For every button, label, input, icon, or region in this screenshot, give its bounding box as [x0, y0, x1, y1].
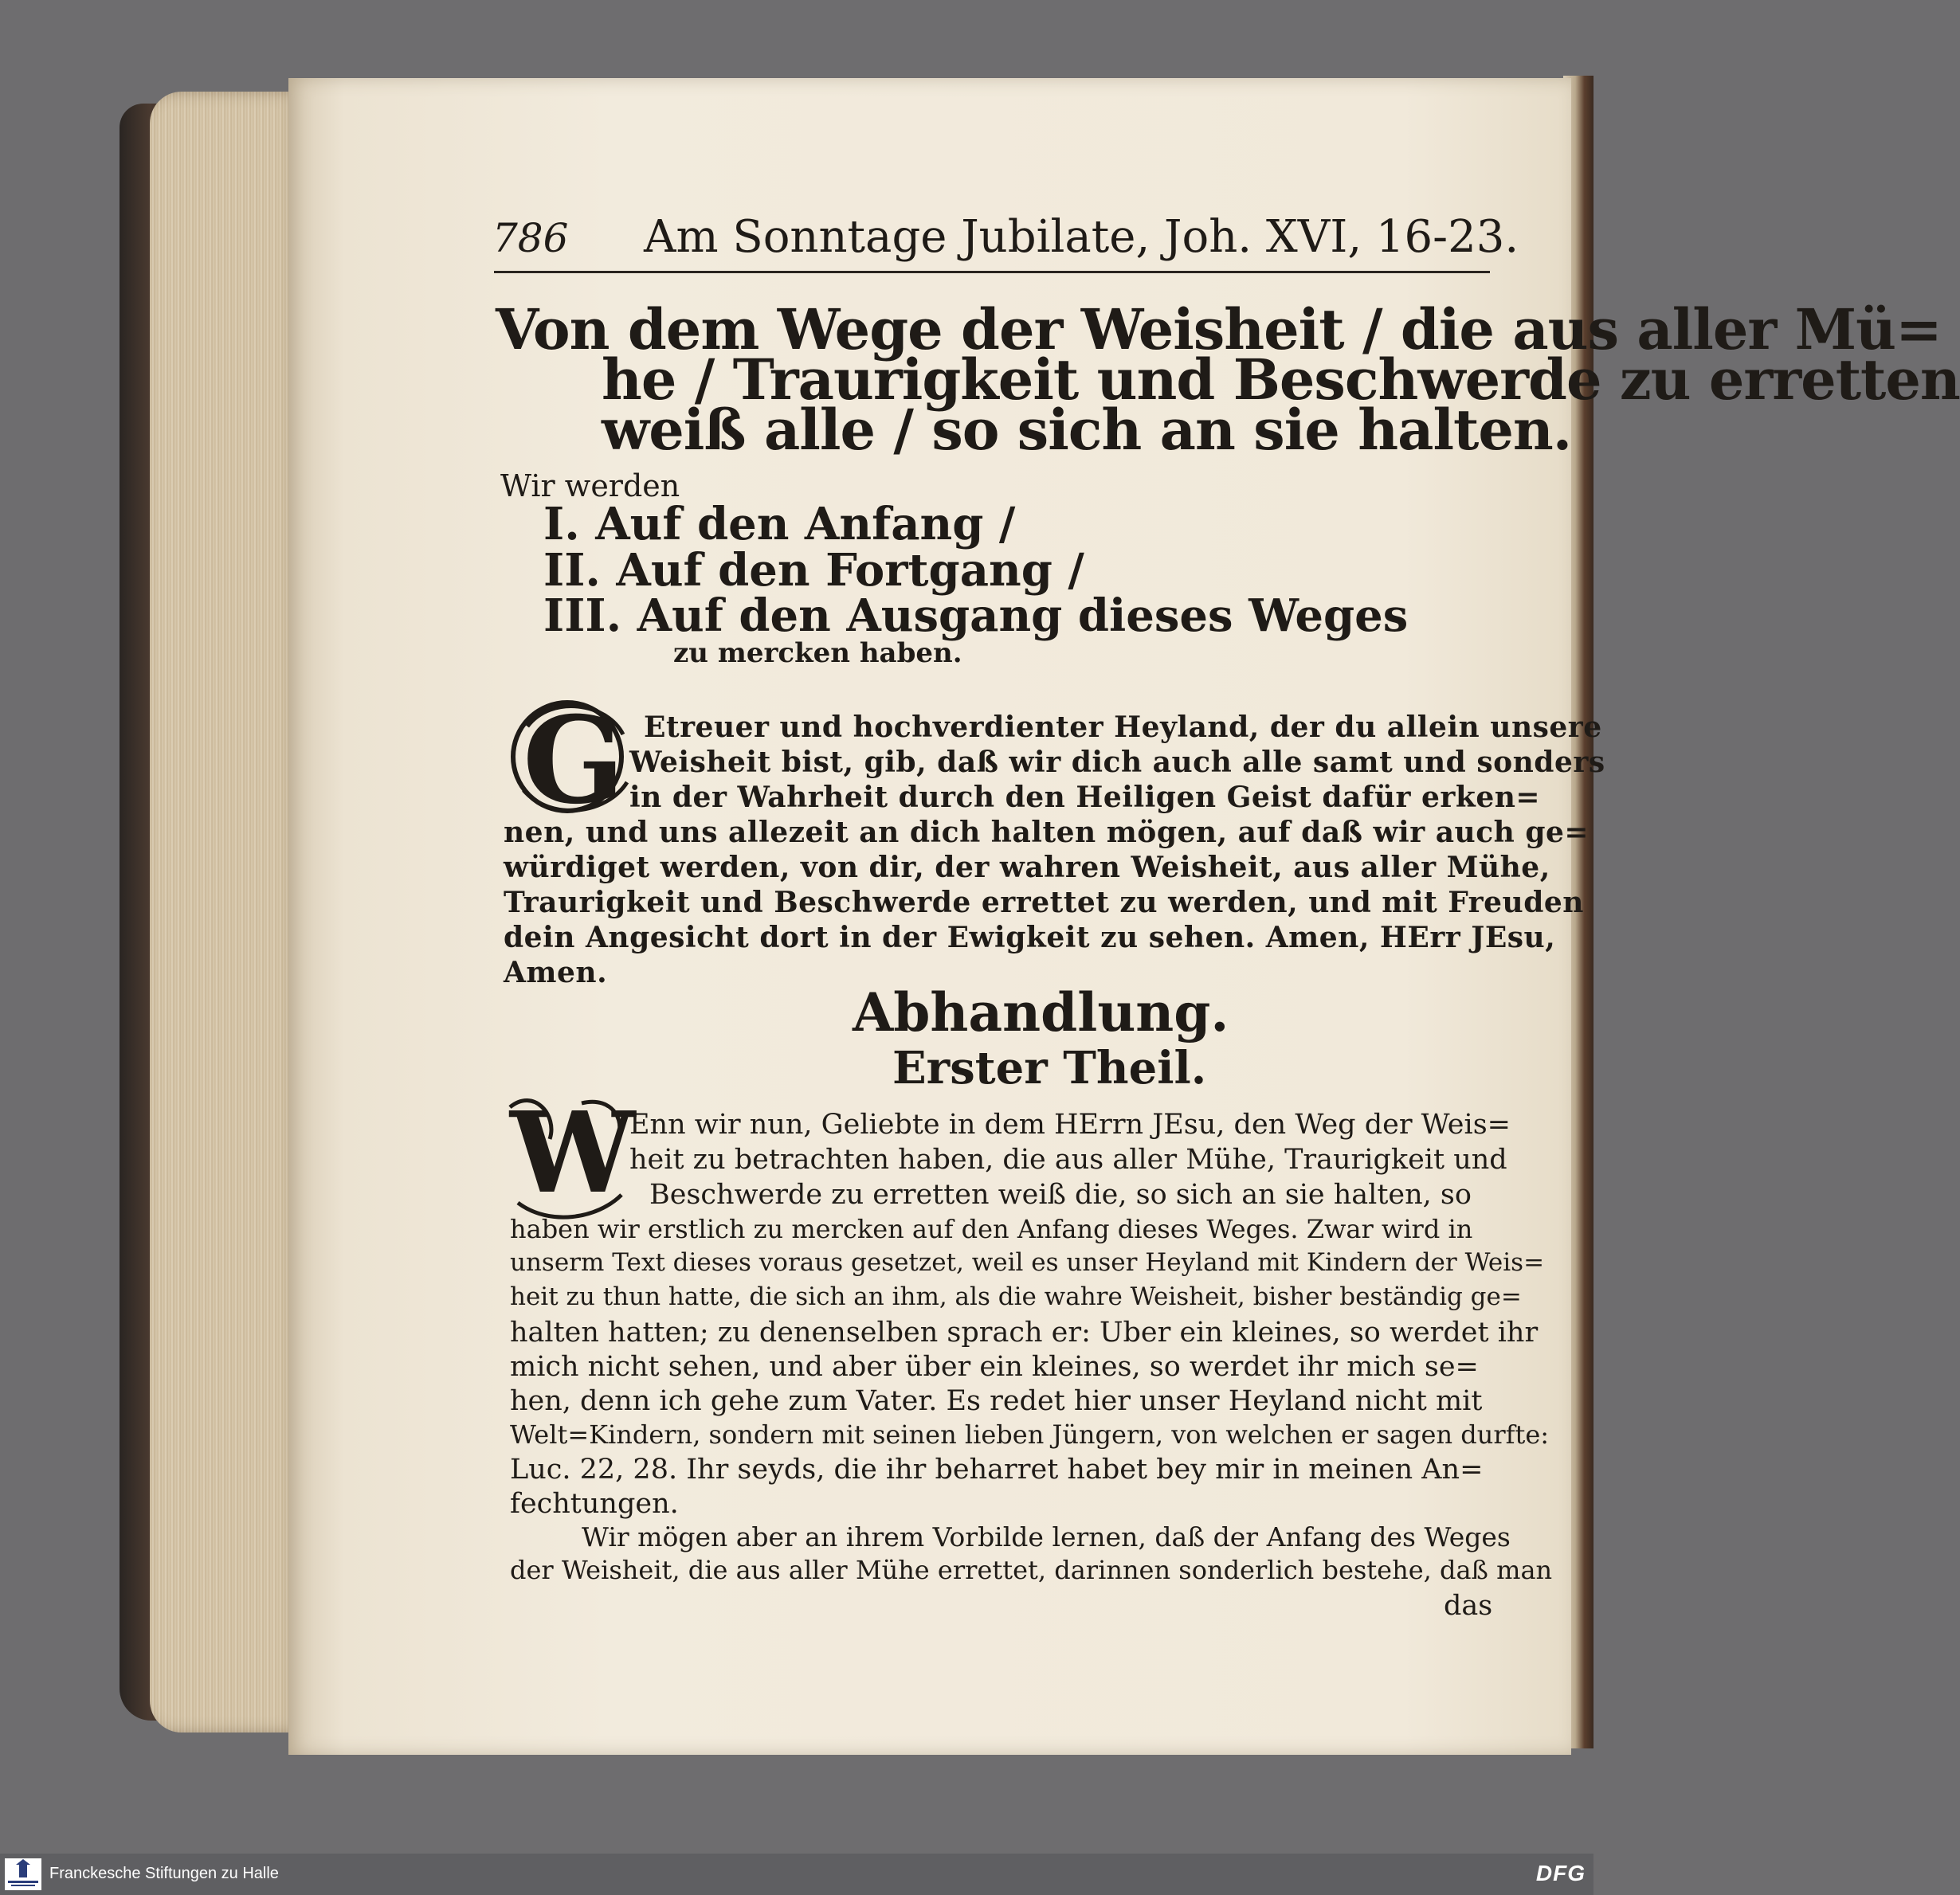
running-title: Am Sonntage Jubilate, Joh. XVI, 16-23. — [644, 211, 1519, 263]
header-rule — [494, 271, 1490, 273]
prayer-line: würdiget werden, von dir, der wahren Weisheit, aus aller Mühe, — [504, 851, 1550, 884]
page-number: 786 — [492, 215, 569, 261]
body-line: mich nicht sehen, und aber über ein kleines, so werdet ihr mich se= — [510, 1351, 1479, 1383]
footer-bar — [0, 1854, 1593, 1895]
prayer-line: Weisheit bist, gib, daß wir dich auch alle samt und sonders — [629, 746, 1605, 779]
prayer-line: Amen. — [504, 956, 608, 989]
point-item: I. Auf den Anfang / — [543, 498, 1016, 550]
prayer-line: in der Wahrheit durch den Heiligen Geist dafür erken= — [629, 781, 1541, 814]
prayer-line: nen, und uns allezeit an dich halten mögen, auf daß wir auch ge= — [504, 816, 1590, 849]
drop-cap-w: W — [510, 1088, 636, 1219]
body-line: der Weisheit, die aus aller Mühe errettet, darinnen sonderlich bestehe, daß man — [510, 1555, 1553, 1585]
prayer-line: Etreuer und hochverdienter Heyland, der du allein unsere — [644, 711, 1602, 744]
points-close: zu mercken haben. — [673, 637, 962, 669]
page-edges — [150, 92, 301, 1733]
prayer-line: Traurigkeit und Beschwerde errettet zu werden, und mit Freuden — [504, 886, 1584, 919]
prayer-line: dein Angesicht dort in der Ewigkeit zu sehen. Amen, HErr JEsu, — [504, 921, 1556, 954]
points-intro: Wir werden — [500, 468, 680, 503]
body-line: halten hatten; zu denenselben sprach er: Uber ein kleines, so werdet ihr — [510, 1317, 1539, 1349]
body-line: haben wir erstlich zu mercken auf den Anfang dieses Weges. Zwar wird in — [510, 1214, 1473, 1244]
drop-cap-g: G — [522, 691, 625, 831]
sermon-title-line: weiß alle / so sich an sie halten. — [602, 397, 1572, 463]
dfg-logo: DFG — [1535, 1861, 1586, 1885]
body-line: heit zu betrachten haben, die aus aller Mühe, Traurigkeit und — [629, 1144, 1507, 1176]
body-line: Luc. 22, 28. Ihr seyds, die ihr beharret habet bey mir in meinen An= — [510, 1454, 1484, 1486]
point-item: II. Auf den Fortgang / — [543, 544, 1084, 597]
sermon-title-line: he / Traurigkeit und Beschwerde zu erretten — [602, 347, 1960, 413]
body-line: heit zu thun hatte, die sich an ihm, als die wahre Weisheit, bisher beständig ge= — [510, 1282, 1522, 1311]
body-line: Enn wir nun, Geliebte in dem HErrn JEsu, den Weg der Weis= — [629, 1109, 1511, 1141]
institution-logo — [5, 1858, 41, 1890]
institution-name: Franckesche Stiftungen zu Halle — [49, 1865, 279, 1882]
section-heading: Abhandlung. — [853, 981, 1229, 1043]
point-item: III. Auf den Ausgang dieses Weges — [543, 589, 1409, 642]
sermon-title-line: Von dem Wege der Weisheit / die aus aller Mü= — [496, 296, 1942, 362]
body-line: Beschwerde zu erretten weiß die, so sich an sie halten, so — [649, 1179, 1472, 1211]
catchword: das — [1444, 1590, 1493, 1622]
body-line: Wir mögen aber an ihrem Vorbilde lernen, daß der Anfang des Weges — [582, 1521, 1511, 1552]
body-line: unserm Text dieses voraus gesetzet, weil es unser Heyland mit Kindern der Weis= — [510, 1248, 1545, 1277]
body-line: fechtungen. — [510, 1488, 679, 1520]
body-line: Welt=Kindern, sondern mit seinen lieben Jüngern, von welchen er sagen durfte: — [510, 1419, 1550, 1450]
body-line: hen, denn ich gehe zum Vater. Es redet hier unser Heyland nicht mit — [510, 1385, 1483, 1417]
section-subheading: Erster Theil. — [892, 1042, 1207, 1094]
